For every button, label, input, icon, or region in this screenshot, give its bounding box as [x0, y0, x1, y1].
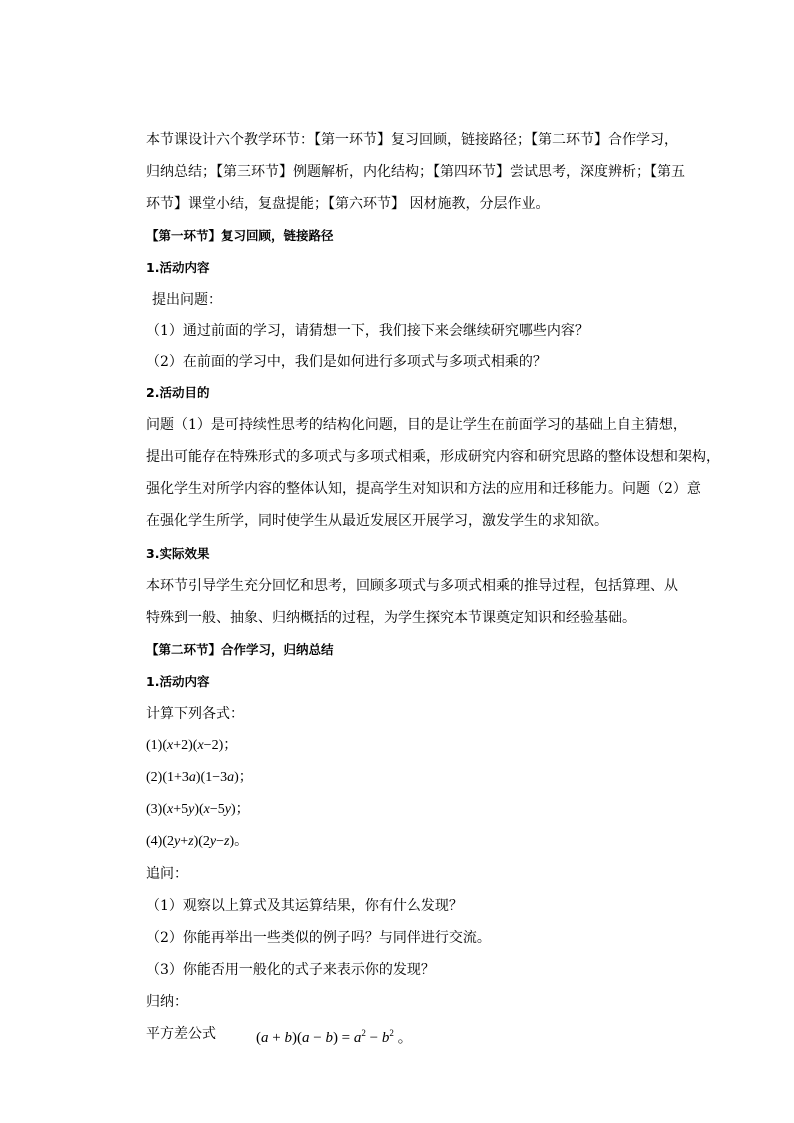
section1-effect-line-2: 特殊到一般、抽象、归纳概括的过程，为学生探究本节课奠定知识和经验基础。 — [146, 610, 636, 626]
expression-3: (3)(x+5y)(x−5y)； — [146, 802, 250, 817]
section1-question-1: （1）通过前面的学习，请猜想一下，我们接下来会继续研究哪些内容？ — [146, 323, 589, 339]
expression-4: (4)(2y+z)(2y−z)。 — [146, 834, 249, 849]
intro-line-1: 本节课设计六个教学环节：【第一环节】复习回顾，链接路径；【第二环节】合作学习， — [146, 132, 678, 148]
intro-line-3: 环节】课堂小结，复盘提能；【第六环节】 因材施教，分层作业。 — [146, 196, 550, 212]
section2-compute-prompt: 计算下列各式： — [146, 706, 244, 722]
section1-purpose-line-2: 提出可能存在特殊形式的多项式与多项式相乘，形成研究内容和研究思路的整体设想和架构， — [146, 449, 720, 465]
section1-purpose-heading: 2.活动目的 — [146, 385, 210, 400]
intro-line-2: 归纳总结；【第三环节】例题解析，内化结构；【第四环节】尝试思考，深度辨析；【第五 — [146, 164, 685, 180]
follow-up-label: 追问： — [146, 866, 188, 882]
formula-label: 平方差公式 — [146, 1026, 216, 1042]
section1-purpose-line-4: 在强化学生所学，同时使学生从最近发展区开展学习，激发学生的求知欲。 — [146, 513, 608, 529]
expression-1: (1)(x+2)(x−2)； — [146, 738, 238, 753]
section2-activity-content-heading: 1.活动内容 — [146, 674, 210, 689]
section1-heading: 【第一环节】复习回顾，链接路径 — [146, 228, 334, 243]
section1-effect-line-1: 本环节引导学生充分回忆和思考，回顾多项式与多项式相乘的推导过程，包括算理、从 — [146, 578, 678, 594]
follow-up-question-1: （1）观察以上算式及其运算结果，你有什么发现？ — [146, 898, 463, 914]
section1-pose-question: 提出问题： — [152, 292, 222, 308]
expression-2: (2)(1+3a)(1−3a)； — [146, 770, 253, 785]
section1-purpose-line-1: 问题（1）是可持续性思考的结构化问题，目的是让学生在前面学习的基础上自主猜想， — [146, 417, 687, 433]
difference-of-squares-formula: $(a + b)(a - b) = a^2 - b^2$ 。 — [256, 1028, 413, 1046]
section1-effect-heading: 3.实际效果 — [146, 546, 210, 561]
section1-question-2: （2）在前面的学习中，我们是如何进行多项式与多项式相乘的？ — [146, 354, 547, 370]
section1-purpose-line-3: 强化学生对所学内容的整体认知，提高学生对知识和方法的应用和迁移能力。问题（2）意 — [146, 481, 701, 497]
follow-up-question-3: （3）你能否用一般化的式子来表示你的发现？ — [146, 962, 435, 978]
summary-label: 归纳： — [146, 994, 188, 1010]
section1-activity-content-heading: 1.活动内容 — [146, 260, 210, 275]
section2-heading: 【第二环节】合作学习，归纳总结 — [146, 642, 334, 657]
follow-up-question-2: （2）你能再举出一些类似的例子吗？与同伴进行交流。 — [146, 930, 491, 946]
